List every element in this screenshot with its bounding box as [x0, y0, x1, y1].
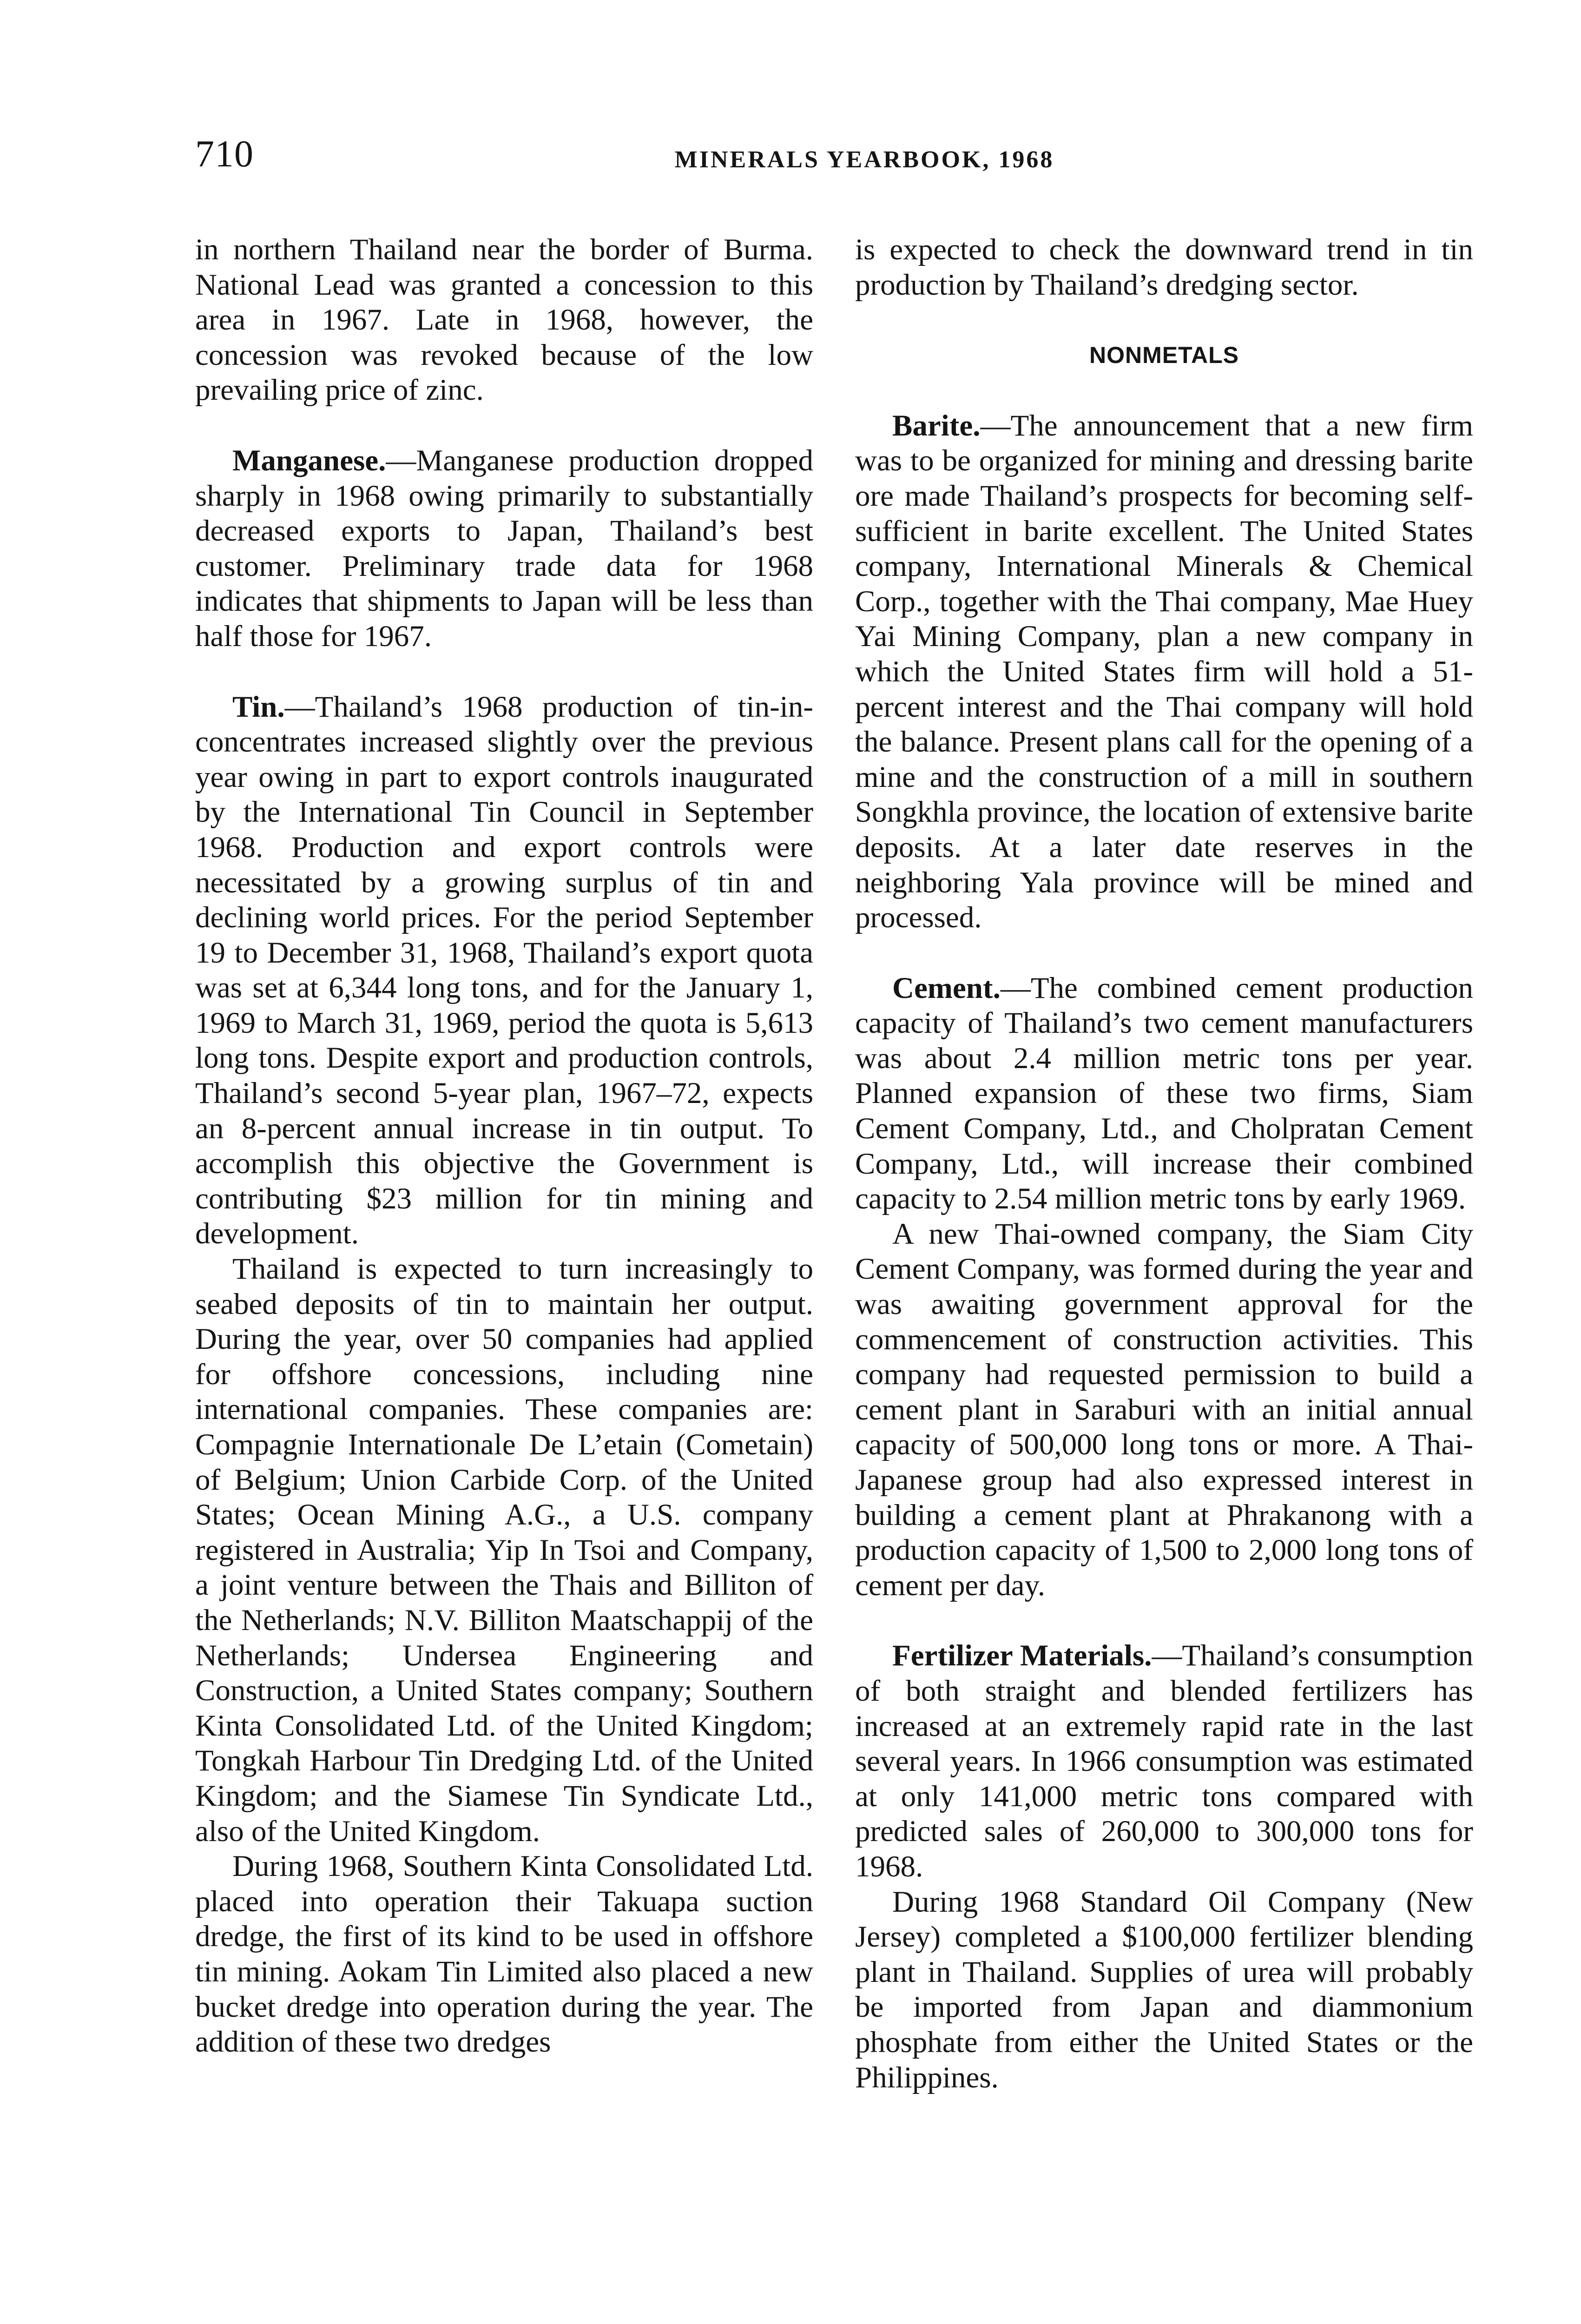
nonmetals-heading: NONMETALS: [1089, 342, 1239, 369]
barite-text: —The announcement that a new firm was to be organized for mining and dressing barite ore made Thailand’s prospects for becoming self-sufficient in barite excellent. The United States company, International Minerals & Chemical Corp., together with the Thai company, Mae Huey Yai Mining Company, plan a new company in which the United States firm will hold a 51-percent interest and the Thai company will hold the balance. Present plans call for the opening of a mine and the construction of a mill in southern Songkhla province, the location of extensive barite deposits. At a later date reserves in the neighboring Yala province will be mined and processed.: [855, 409, 1473, 935]
right-column: [855, 232, 1473, 2095]
barite-paragraph: [855, 409, 1473, 936]
fertilizer-standard-oil-paragraph: During 1968 Standard Oil Company (New Jersey) completed a $100,000 fertilizer blending plant in Thailand. Supplies of urea will probably be imported from Japan and diammonium phosphate from either the United States or the Philippines.: [855, 1885, 1473, 2094]
tin-dredge-paragraph: During 1968, Southern Kinta Consolidated Ltd. placed into operation their Takuapa suction dredge, the first of its kind to be used in offshore tin mining. Aokam Tin Limited also placed a new bucket dredge into operation during the year. The addition of these two dredges: [195, 1849, 813, 2059]
barite-heading: Barite.: [892, 409, 981, 442]
tin-heading: Tin.: [232, 690, 285, 724]
page-number: 710: [195, 132, 254, 175]
manganese-paragraph: [195, 443, 813, 654]
fertilizer-paragraph: [855, 1638, 1473, 1884]
cement-siam-city-paragraph: A new Thai-owned company, the Siam City Cement Company, was formed during the year and was awaiting government approval for the commencement of construction activities. This company had requested permission to build a cement plant in Saraburi with an initial annual capacity of 500,000 long tons or more. A Thai-Japanese group had also expressed interest in building a cement plant at Phrakanong with a production capacity of 1,500 to 2,000 long tons of cement per day.: [855, 1217, 1473, 1602]
tin-text: —Thailand’s 1968 production of tin-in-concentrates increased slightly over the previous year owing in part to export controls inaugurated by the International Tin Council in September 1968. Production and export controls were necessitated by a growing surplus of tin and declining world prices. For the period September 19 to December 31, 1968, Thailand’s export quota was set at 6,344 long tons, and for the January 1, 1969 to March 31, 1969, period the quota is 5,613 long tons. Despite export and production controls, Thailand’s second 5-year plan, 1967–72, expects an 8-percent annual increase in tin output. To accomplish this objective the Government is contributing $23 million for tin mining and development.: [195, 690, 813, 1251]
tin-offshore-paragraph: Thailand is expected to turn increasingly to seabed deposits of tin to maintain her output. During the year, over 50 companies had applied for offshore concessions, including nine international companies. These companies are: Compagnie Internationale De L’etain (Cometain) of Belgium; Union Carbide Corp. of the United States; Ocean Mining A.G., a U.S. company registered in Australia; Yip In Tsoi and Company, a joint venture between the Thais and Billiton of the Netherlands; N.V. Billiton Maatschappij of the Netherlands; Undersea Engineering and Construction, a United States company; Southern Kinta Consolidated Ltd. of the United Kingdom; Tongkah Harbour Tin Dredging Ltd. of the United Kingdom; and the Siamese Tin Syndicate Ltd., also of the United Kingdom.: [195, 1252, 813, 1848]
fertilizer-heading: Fertilizer Materials.: [892, 1639, 1152, 1673]
zinc-continuation-paragraph: in northern Thailand near the border of Burma. National Lead was granted a concession to this area in 1967. Late in 1968, however, the concession was revoked because of the low prevailing price of zinc.: [195, 233, 813, 407]
running-title: MINERALS YEARBOOK, 1968: [674, 146, 1054, 173]
fertilizer-text: —Thailand’s consumption of both straight and blended fertilizers has increased at an extremely rapid rate in the last several years. In 1966 consumption was estimated at only 141,000 metric tons compared with predicted sales of 260,000 to 300,000 tons for 1968.: [855, 1639, 1474, 1883]
tin-paragraph: [195, 690, 813, 1252]
manganese-heading: Manganese.: [232, 443, 386, 477]
cement-paragraph: [855, 971, 1473, 1217]
manganese-text: —Manganese production dropped sharply in 1968 owing primarily to substantially decreased exports to Japan, Thailand’s best customer. Preliminary trade data for 1968 indicates that shipments to Japan will be less than half those for 1967.: [195, 443, 813, 653]
left-column: [195, 232, 813, 2060]
cement-heading: Cement.: [892, 971, 1001, 1005]
tin-continuation-paragraph: is expected to check the downward trend in tin production by Thailand’s dredging sector.: [855, 233, 1473, 302]
cement-text: —The combined cement production capacity of Thailand’s two cement manufacturers was about 2.4 million metric tons per year. Planned expansion of these two firms, Siam Cement Company, Ltd., and Cholpratan Cement Company, Ltd., will increase their combined capacity to 2.54 million metric tons by early 1969.: [855, 971, 1473, 1216]
